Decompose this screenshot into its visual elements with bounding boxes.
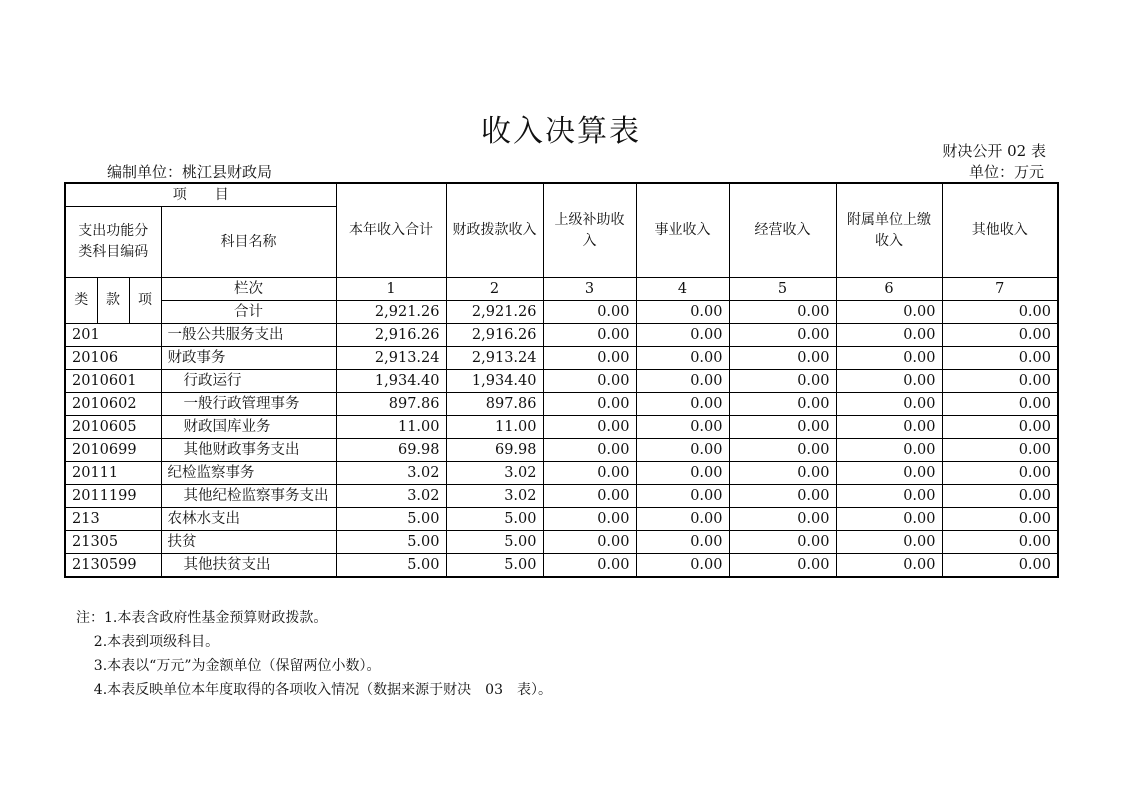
column-number: 7 [942, 278, 1058, 301]
row-value: 0.00 [636, 439, 729, 462]
row-value: 2,916.26 [336, 324, 446, 347]
row-value: 5.00 [446, 531, 543, 554]
row-code: 2010699 [65, 439, 161, 462]
total-value: 2,921.26 [446, 301, 543, 324]
row-value: 2,913.24 [446, 347, 543, 370]
row-code: 2130599 [65, 554, 161, 578]
row-name: 一般公共服务支出 [161, 324, 336, 347]
row-name: 农林水支出 [161, 508, 336, 531]
row-value: 0.00 [636, 554, 729, 578]
row-value: 0.00 [942, 508, 1058, 531]
row-value: 0.00 [636, 531, 729, 554]
header-col-4: 事业收入 [636, 183, 729, 278]
row-value: 0.00 [942, 554, 1058, 578]
total-value: 0.00 [543, 301, 636, 324]
row-value: 2,916.26 [446, 324, 543, 347]
header-xiang: 项 [129, 278, 161, 324]
row-value: 0.00 [836, 324, 942, 347]
row-value: 5.00 [336, 508, 446, 531]
table-row [65, 347, 1058, 370]
income-table [64, 182, 1059, 578]
total-value: 0.00 [942, 301, 1058, 324]
row-value: 0.00 [729, 416, 836, 439]
table-row [65, 462, 1058, 485]
row-value: 0.00 [543, 554, 636, 578]
row-value: 0.00 [729, 554, 836, 578]
row-value: 0.00 [729, 439, 836, 462]
currency-unit: 单位：万元 [968, 163, 1044, 181]
header-kuan: 款 [97, 278, 129, 324]
column-number: 3 [543, 278, 636, 301]
row-code: 213 [65, 508, 161, 531]
row-value: 5.00 [446, 508, 543, 531]
row-value: 0.00 [942, 462, 1058, 485]
header-code-group: 支出功能分类科目编码 [65, 207, 161, 278]
table-row [65, 370, 1058, 393]
column-number: 1 [336, 278, 446, 301]
header-lei: 类 [65, 278, 97, 324]
row-value: 11.00 [336, 416, 446, 439]
column-number: 2 [446, 278, 543, 301]
row-name: 行政运行 [161, 370, 336, 393]
total-row [65, 301, 1058, 324]
row-code: 2011199 [65, 485, 161, 508]
total-value: 0.00 [836, 301, 942, 324]
row-value: 0.00 [942, 347, 1058, 370]
column-number: 5 [729, 278, 836, 301]
page-title: 收入决算表 [481, 114, 641, 149]
row-name: 其他财政事务支出 [161, 439, 336, 462]
row-name: 财政事务 [161, 347, 336, 370]
row-value: 0.00 [836, 393, 942, 416]
row-value: 0.00 [942, 531, 1058, 554]
row-value: 0.00 [836, 508, 942, 531]
header-item: 项 目 [65, 183, 336, 207]
row-value: 0.00 [729, 508, 836, 531]
header-subject-name: 科目名称 [161, 207, 336, 278]
row-value: 0.00 [729, 462, 836, 485]
row-value: 0.00 [729, 531, 836, 554]
row-name: 其他扶贫支出 [161, 554, 336, 578]
header-col-5: 经营收入 [729, 183, 836, 278]
row-value: 0.00 [543, 393, 636, 416]
row-value: 2,913.24 [336, 347, 446, 370]
table-row [65, 508, 1058, 531]
total-value: 0.00 [729, 301, 836, 324]
row-value: 0.00 [729, 393, 836, 416]
row-value: 5.00 [336, 554, 446, 578]
row-name: 扶贫 [161, 531, 336, 554]
row-value: 0.00 [636, 485, 729, 508]
table-row [65, 393, 1058, 416]
row-code: 20106 [65, 347, 161, 370]
row-value: 0.00 [836, 531, 942, 554]
row-value: 1,934.40 [336, 370, 446, 393]
header-col-2: 财政拨款收入 [446, 183, 543, 278]
note-line: 注：1.本表含政府性基金预算财政拨款。 [76, 610, 328, 626]
row-value: 1,934.40 [446, 370, 543, 393]
row-value: 0.00 [942, 393, 1058, 416]
header-col-6: 附属单位上缴收入 [836, 183, 942, 278]
table-row [65, 485, 1058, 508]
row-value: 0.00 [543, 508, 636, 531]
table-row [65, 531, 1058, 554]
row-value: 897.86 [446, 393, 543, 416]
row-value: 0.00 [636, 347, 729, 370]
row-name: 其他纪检监察事务支出 [161, 485, 336, 508]
reporting-unit: 编制单位：桃江县财政局 [107, 163, 273, 181]
row-value: 5.00 [446, 554, 543, 578]
row-code: 201 [65, 324, 161, 347]
row-value: 0.00 [543, 531, 636, 554]
row-value: 0.00 [636, 462, 729, 485]
total-value: 2,921.26 [336, 301, 446, 324]
table-row [65, 439, 1058, 462]
row-value: 69.98 [446, 439, 543, 462]
row-value: 5.00 [336, 531, 446, 554]
row-code: 20111 [65, 462, 161, 485]
header-lanci: 栏次 [161, 278, 336, 301]
header-col-1: 本年收入合计 [336, 183, 446, 278]
total-value: 0.00 [636, 301, 729, 324]
header-row [65, 183, 1058, 207]
row-value: 0.00 [543, 439, 636, 462]
form-code: 财决公开 02 表 [942, 142, 1046, 160]
row-code: 2010605 [65, 416, 161, 439]
row-value: 11.00 [446, 416, 543, 439]
row-value: 0.00 [942, 370, 1058, 393]
row-value: 0.00 [636, 508, 729, 531]
row-name: 一般行政管理事务 [161, 393, 336, 416]
note-line: 4.本表反映单位本年度取得的各项收入情况（数据来源于财决 03 表）。 [76, 682, 552, 698]
row-value: 897.86 [336, 393, 446, 416]
note-line: 2.本表到项级科目。 [76, 634, 220, 650]
row-value: 0.00 [636, 370, 729, 393]
row-value: 0.00 [836, 370, 942, 393]
row-value: 0.00 [543, 485, 636, 508]
row-value: 0.00 [836, 485, 942, 508]
row-code: 21305 [65, 531, 161, 554]
table-body [65, 324, 1058, 578]
notes [76, 606, 552, 702]
row-code: 2010602 [65, 393, 161, 416]
row-value: 0.00 [836, 347, 942, 370]
row-value: 0.00 [729, 370, 836, 393]
row-value: 0.00 [836, 462, 942, 485]
column-number: 6 [836, 278, 942, 301]
row-value: 0.00 [836, 554, 942, 578]
row-value: 0.00 [543, 416, 636, 439]
row-value: 0.00 [729, 485, 836, 508]
header-col-3: 上级补助收入 [543, 183, 636, 278]
row-value: 0.00 [729, 347, 836, 370]
row-value: 3.02 [446, 485, 543, 508]
row-value: 0.00 [729, 324, 836, 347]
row-name: 财政国库业务 [161, 416, 336, 439]
row-value: 0.00 [636, 416, 729, 439]
row-value: 0.00 [636, 393, 729, 416]
row-value: 0.00 [543, 347, 636, 370]
row-value: 0.00 [942, 416, 1058, 439]
table-row [65, 324, 1058, 347]
row-value: 3.02 [336, 462, 446, 485]
row-value: 0.00 [543, 324, 636, 347]
row-value: 0.00 [543, 370, 636, 393]
table-row [65, 416, 1058, 439]
row-value: 3.02 [336, 485, 446, 508]
row-value: 3.02 [446, 462, 543, 485]
note-line: 3.本表以“万元”为金额单位（保留两位小数）。 [76, 658, 381, 674]
row-value: 0.00 [636, 324, 729, 347]
row-value: 0.00 [942, 324, 1058, 347]
row-value: 0.00 [942, 485, 1058, 508]
row-value: 0.00 [836, 416, 942, 439]
row-name: 纪检监察事务 [161, 462, 336, 485]
total-label: 合计 [161, 301, 336, 324]
row-value: 69.98 [336, 439, 446, 462]
header-col-7: 其他收入 [942, 183, 1058, 278]
row-value: 0.00 [942, 439, 1058, 462]
table-row [65, 554, 1058, 578]
column-number: 4 [636, 278, 729, 301]
row-code: 2010601 [65, 370, 161, 393]
row-value: 0.00 [836, 439, 942, 462]
column-number-row [65, 278, 1058, 301]
row-value: 0.00 [543, 462, 636, 485]
